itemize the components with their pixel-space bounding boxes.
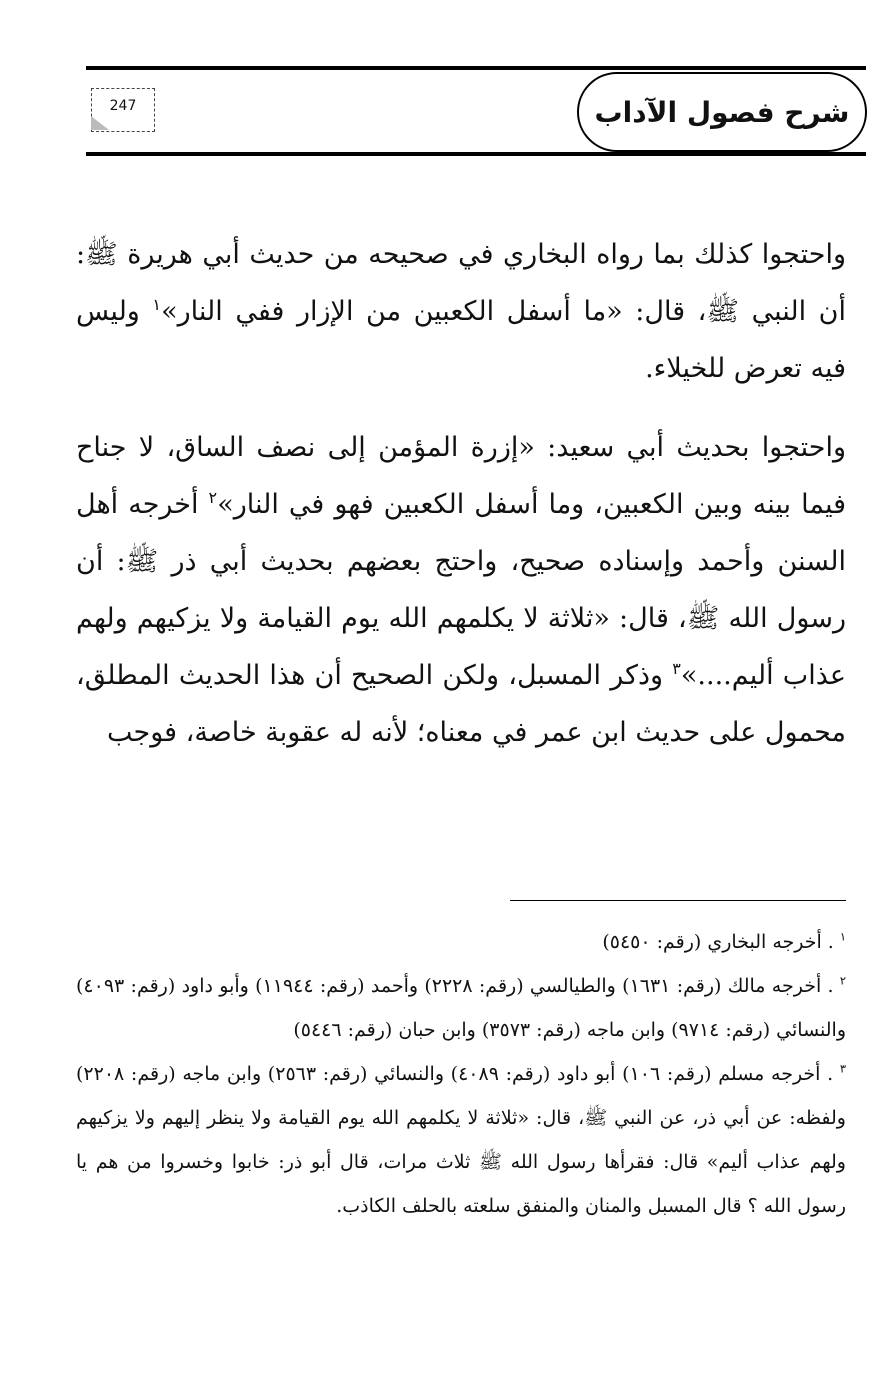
footnote-ref-1: ١ <box>152 295 162 314</box>
page-number: 247 <box>109 98 137 114</box>
page-curl-icon <box>91 116 109 130</box>
footnote-marker-2: ٢ <box>839 973 846 988</box>
footnote-text-2: . أخرجه مالك (رقم: ١٦٣١) والطيالسي (رقم: ٢٢٢٨) وأحمد (رقم: ١١٩٤٤) وأبو داود (رقم: ٤٠٩٣) والنسائي (رقم: ٩٧١٤) وابن ماجه (رقم: ٣٥٧٣) وابن حبان (رقم: ٥٤٤٦) <box>76 975 846 1041</box>
footnote-separator <box>510 900 846 901</box>
footnote-3 <box>76 1052 846 1228</box>
paragraph-1 <box>76 226 846 397</box>
footnote-ref-3: ٣ <box>672 659 681 678</box>
paragraph-2-text-b: أخرجه أهل السنن وأحمد وإسناده صحيح، واحتج بعضهم بحديث أبي ذر ﷺ: أن رسول الله ﷺ، قال: «ثلاثة لا يكلمهم الله يوم القيامة ولا يزكيهم ولهم عذاب أليم....» <box>76 489 846 691</box>
footnote-marker-1: ١ <box>839 929 846 944</box>
footnote-ref-2: ٢ <box>208 488 218 507</box>
paragraph-2 <box>76 419 846 761</box>
running-title: شرح فصول الآداب <box>594 95 850 129</box>
footnote-text-3: . أخرجه مسلم (رقم: ١٠٦) أبو داود (رقم: ٤٠٨٩) والنسائي (رقم: ٢٥٦٣) وابن ماجه (رقم: ٢٢٠٨) ولفظه: عن أبي ذر، عن النبي ﷺ، قال: «ثلاثة لا يكلمهم الله يوم القيامة ولا ينظر إليهم ولا يزكيهم ولهم عذاب أليم» قال: فقرأها رسول الله ﷺ ثلاث مرات، قال أبو ذر: خابوا وخسروا من هم يا رسول الله ؟ قال المسبل والمنان والمنفق سلعته بالحلف الكاذب. <box>76 1063 846 1217</box>
header-top-rule <box>86 66 866 70</box>
paragraph-1-text-a: واحتجوا كذلك بما رواه البخاري في صحيحه من حديث أبي هريرة ﷺ: أن النبي ﷺ، قال: «ما أسفل الكعبين من الإزار ففي النار» <box>76 239 846 327</box>
paragraph-1-text-b: وليس فيه تعرض للخيلاء. <box>76 296 846 384</box>
footnote-1 <box>76 920 846 964</box>
running-title-frame <box>577 72 867 152</box>
paragraph-2-text-a: واحتجوا بحديث أبي سعيد: «إزرة المؤمن إلى نصف الساق، لا جناح فيما بينه وبين الكعبين، وما أسفل الكعبين فهو في النار» <box>76 432 846 520</box>
main-text <box>76 226 846 761</box>
footnotes <box>76 920 846 1228</box>
paragraph-2-text-c: وذكر المسبل، ولكن الصحيح أن هذا الحديث المطلق، محمول على حديث ابن عمر في معناه؛ لأنه له عقوبة خاصة، فوجب <box>76 660 846 748</box>
header-bottom-rule <box>86 152 866 156</box>
footnote-marker-3: ٣ <box>839 1061 846 1076</box>
footnote-text-1: . أخرجه البخاري (رقم: ٥٤٥٠) <box>602 931 840 953</box>
footnote-2 <box>76 964 846 1052</box>
